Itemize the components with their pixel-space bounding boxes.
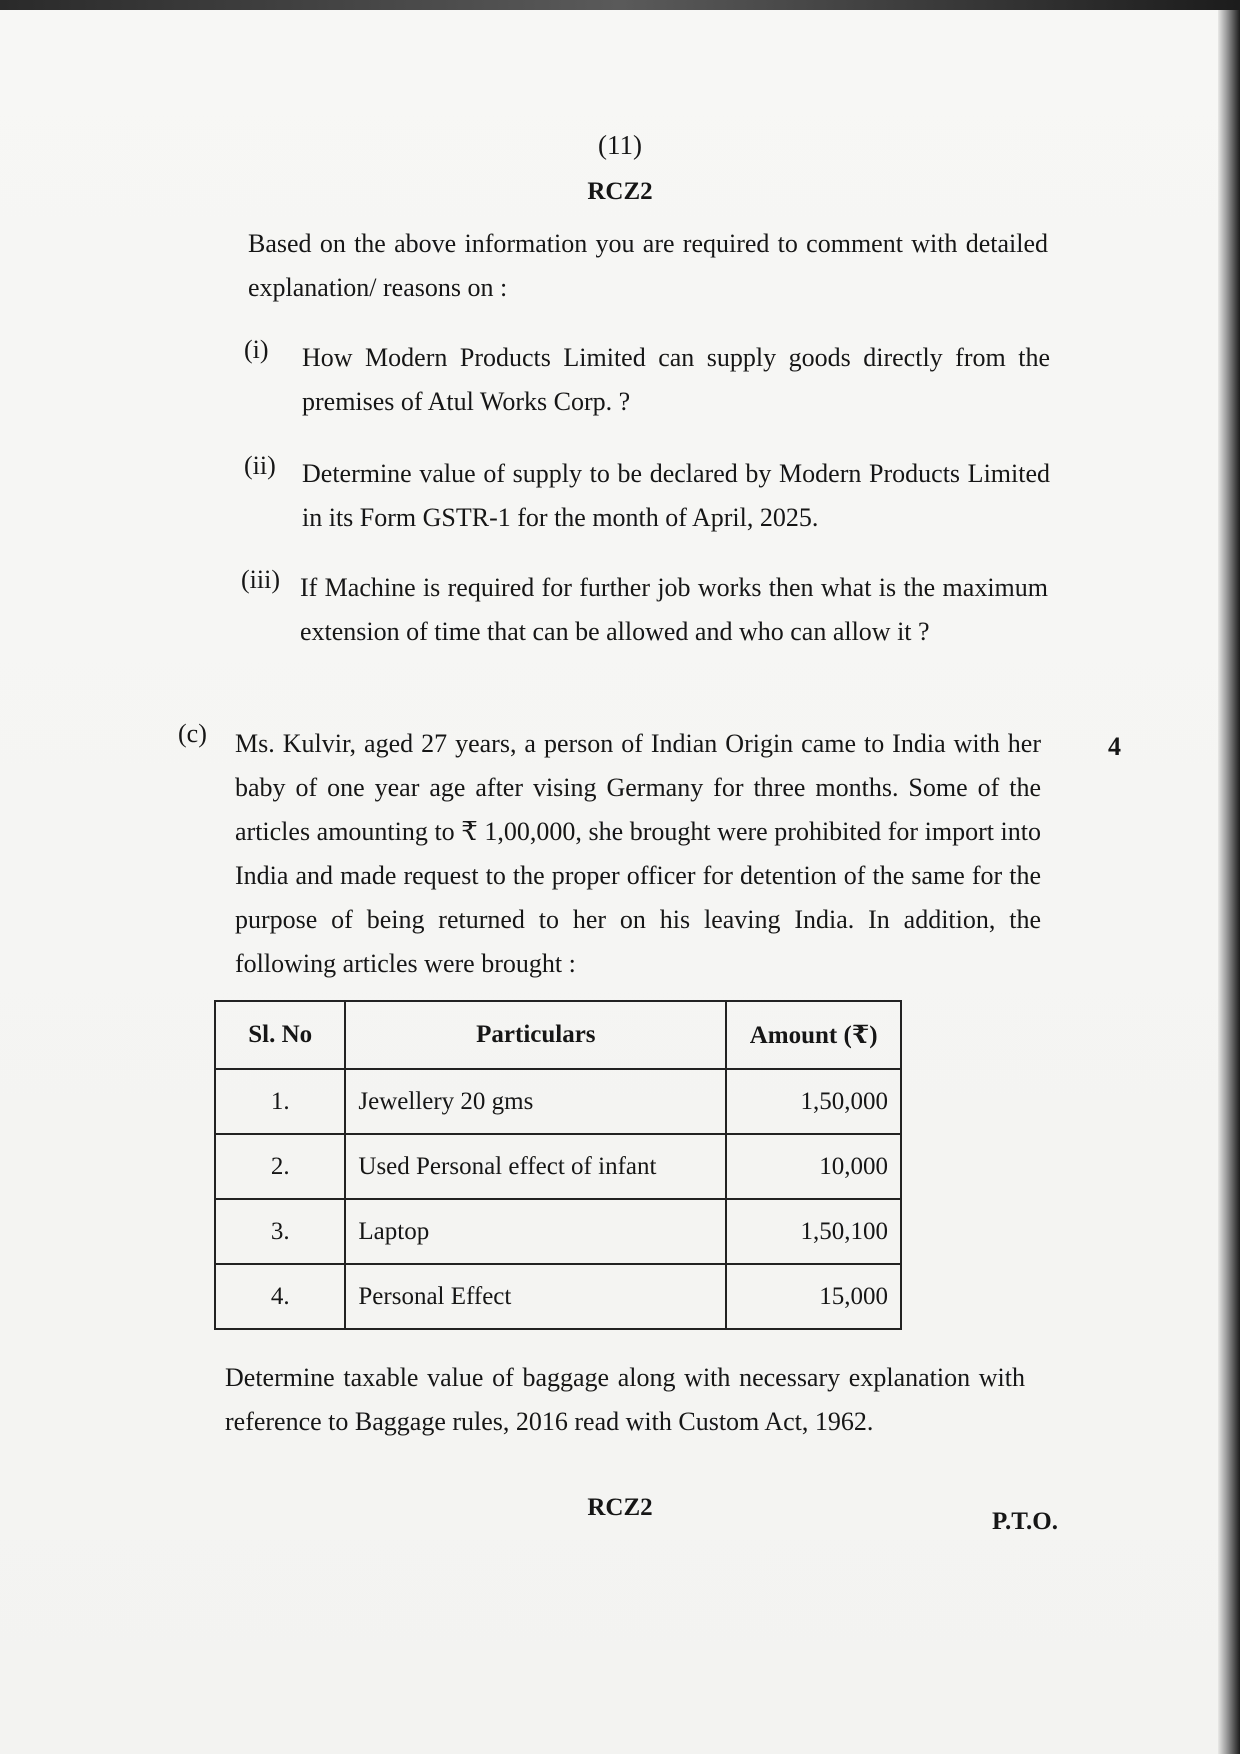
table-row [215, 1199, 901, 1264]
cell-particulars: Used Personal effect of infant [345, 1134, 726, 1199]
cell-particulars: Laptop [345, 1199, 726, 1264]
header-amount: Amount (₹) [726, 1001, 901, 1069]
scan-top-edge [0, 0, 1240, 10]
paper-code-header: RCZ2 [587, 178, 653, 205]
table-row [215, 1069, 901, 1134]
scan-right-edge [1218, 10, 1240, 1754]
sub-question-text: Determine value of supply to be declared by Modern Products Limited in its Form GSTR-1 for the month of April, 2025. [302, 459, 1050, 532]
cell-sl-no: 3. [215, 1199, 345, 1264]
sub-question-marker: (iii) [241, 565, 280, 594]
cell-sl-no: 1. [215, 1069, 345, 1134]
cell-sl-no: 4. [215, 1264, 345, 1329]
table-row [215, 1264, 901, 1329]
table-row [215, 1134, 901, 1199]
sub-question-marker: (ii) [244, 451, 276, 480]
cell-amount: 10,000 [726, 1134, 901, 1199]
pto-label: P.T.O. [992, 1508, 1058, 1535]
cell-amount: 1,50,100 [726, 1199, 901, 1264]
header-particulars: Particulars [345, 1001, 726, 1069]
paper-code-footer: RCZ2 [587, 1494, 653, 1521]
question-marks: 4 [1108, 732, 1121, 761]
question-c-text: Ms. Kulvir, aged 27 years, a person of Indian Origin came to India with her baby of one year age after vising Germany for three months. Some of the articles amounting to ₹ 1,00,000, she brought were prohibited for import into India and made request to the proper officer for detention of the same for the purpose of being returned to her on his leaving India. In addition, the following articles were brought : [235, 729, 1041, 978]
baggage-table [214, 1000, 902, 1330]
closing-paragraph: Determine taxable value of baggage along with necessary explanation with reference to Baggage rules, 2016 read with Custom Act, 1962. [225, 1363, 1025, 1436]
sub-question-marker: (i) [244, 335, 269, 364]
cell-sl-no: 2. [215, 1134, 345, 1199]
page-number: (11) [598, 130, 642, 160]
intro-paragraph: Based on the above information you are required to comment with detailed explanation/ reasons on : [248, 229, 1048, 302]
cell-particulars: Personal Effect [345, 1264, 726, 1329]
sub-question-text: How Modern Products Limited can supply goods directly from the premises of Atul Works Corp. ? [302, 343, 1050, 416]
sub-question-text: If Machine is required for further job works then what is the maximum extension of time that can be allowed and who can allow it ? [300, 573, 1048, 646]
cell-amount: 1,50,000 [726, 1069, 901, 1134]
question-c-marker: (c) [178, 719, 207, 748]
table-header-row [215, 1001, 901, 1069]
header-sl-no: Sl. No [215, 1001, 345, 1069]
cell-amount: 15,000 [726, 1264, 901, 1329]
cell-particulars: Jewellery 20 gms [345, 1069, 726, 1134]
